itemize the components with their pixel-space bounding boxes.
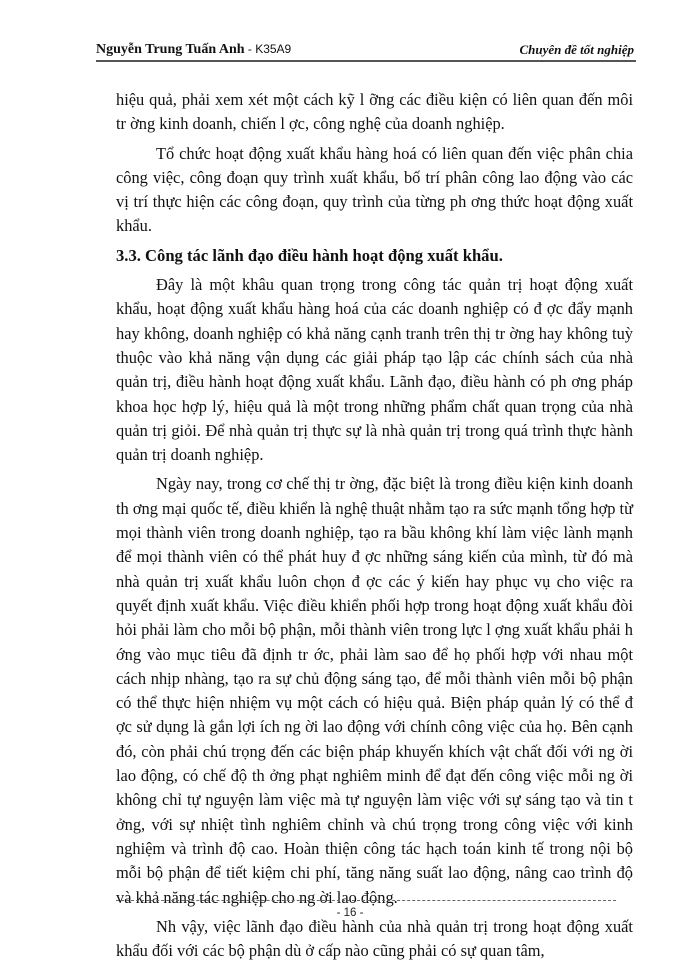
page-number: - 16 - [336,907,364,919]
section-heading: 3.3. Công tác lãnh đạo điều hành hoạt động xuất khẩu. [116,245,503,265]
paragraph-5: Nh vậy, việc lãnh đạo điều hành của nhà quản trị trong hoạt động xuất khẩu đối với các bộ phận dù ở cấp nào cũng phải có sự quan tâm, [116,916,633,961]
footer-divider [116,900,616,901]
header-author: Nguyễn Trung Tuấn Anh [96,42,245,57]
paragraph-1: hiệu quả, phải xem xét một cách kỹ l ỡng các điều kiện có liên quan đến môi tr ờng kinh doanh, chiến l ợc, công nghệ của doanh nghiệp. [116,90,633,134]
page-header [96,40,636,62]
header-document-title: Chuyên đề tốt nghiệp [519,42,634,57]
paragraph-3: Đây là một khâu quan trọng trong công tác quản trị hoạt động xuất khẩu, hoạt động xuất khẩu hàng hoá của các doanh nghiệp có đ ợc đẩy mạnh hay không, doanh nghiệp có khả năng cạnh tranh trên thị tr ờng hay không tuỳ thuộc vào khả năng vận dụng các giải pháp tạo lập các chính sách của nhà quản trị, điều hành hoạt động xuất khẩu. Lãnh đạo, điều hành có ph ơng pháp khoa học hợp lý, hiệu quả là một trong những phẩm chất quan trọng của nhà quản trị giỏi. Để nhà quản trị thực sự là nhà quản trị trong quá trình thực hành quản trị doanh nghiệp. [116,275,633,465]
header-author-block [96,42,291,58]
page-body [116,88,633,963]
paragraph-2: Tổ chức hoạt động xuất khẩu hàng hoá có liên quan đến việc phân chia công việc, công đoạn quy trình xuất khẩu, bố trí phân công lao động vào các vị trí thực hiện các công đoạn, quy trình của từng ph ơng thức hoạt động xuất khẩu. [116,143,633,236]
header-separator: - [244,42,256,56]
paragraph-4: Ngày nay, trong cơ chế thị tr ờng, đặc biệt là trong điều kiện kinh doanh th ơng mại quốc tế, điều khiển là nghệ thuật nhằm tạo ra sức mạnh tổng hợp từ mọi thành viên trong doanh nghiệp, tạo ra bầu không khí làm việc lành mạnh để mọi thành viên có thể phát huy đ ợc những sáng kiến của mình, từ đó mà nhà quản trị xuất khẩu luôn chọn đ ợc các ý kiến hay phục vụ cho việc ra quyết định xuất khẩu. Việc điều khiển phối hợp trong hoạt động xuất khẩu đòi hỏi phải làm cho mỗi bộ phận, mỗi thành viên trong lực l ợng xuất khẩu phải h ớng vào mục tiêu đã định tr ớc, phải làm sao để họ phối hợp với nhau một cách nhịp nhàng, tạo ra sự chủ động sáng tạo, để mỗi thành viên mỗi bộ phận có thể thực hiện nhiệm vụ một cách có hiệu quả. Biện pháp quản lý có thể đ ợc sử dụng là gắn lợi ích ng ời lao động với chính công việc của họ. Bên cạnh đó, còn phải chú trọng đến các biện pháp khuyến khích vật chất đối với ng ời lao động, có chế độ th ởng phạt nghiêm minh để đạt đến công việc mỗi ng ời không chỉ tự nguyện làm việc mà tự nguyện làm việc với sự sáng tạo và tin t ởng, với sự nhiệt tình nghiêm chỉnh và chú trọng trong công việc với kinh nghiệm và trình độ cao. Hoàn thiện công tác hạch toán kinh tế trong nội bộ mỗi bộ phận để tiết kiệm chi phí, tăng năng suất lao động, nâng cao trình độ và khả năng tác nghiệp cho ng ời lao động. [116,474,633,907]
header-class-code: K35A9 [255,42,292,56]
